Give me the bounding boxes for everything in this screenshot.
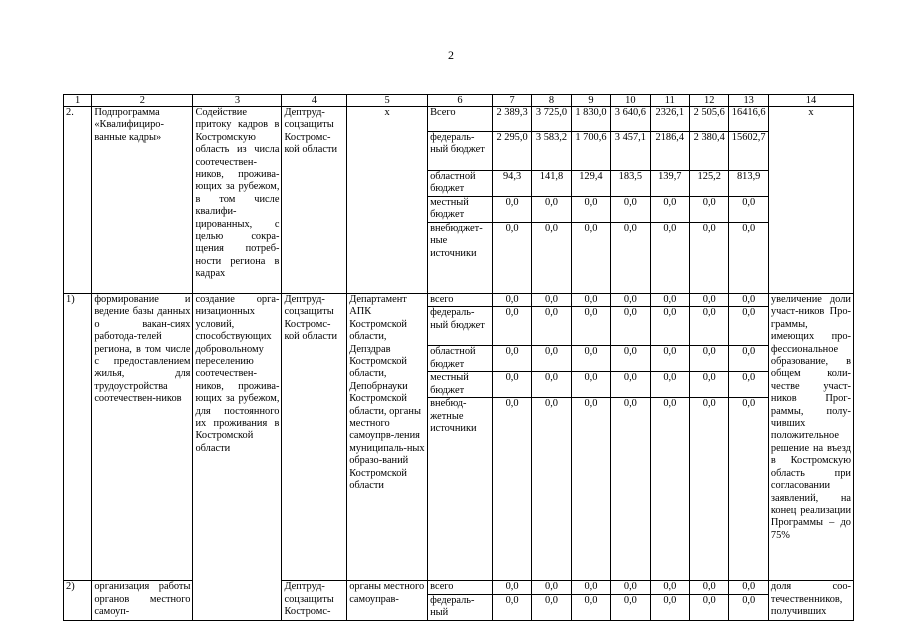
column-number-row [64,95,854,107]
value-cell: 0,0 [729,223,768,294]
value-cell: 0,0 [650,223,689,294]
value-cell: 0,0 [690,307,729,346]
value-cell: 0,0 [729,594,768,620]
col-header: 5 [347,95,428,107]
funding-source: областной бюджет [428,346,493,372]
executor: Дептруд-соцзащиты Костромс-кой области [282,107,347,294]
value-cell: 16416,6 [729,107,768,132]
value-cell: 0,0 [532,346,571,372]
value-cell: 0,0 [729,372,768,398]
row-number: 2) [64,581,92,620]
funding-source: всего [428,294,493,307]
row-number: 1) [64,294,92,581]
funding-source: всего [428,581,493,594]
value-cell: 0,0 [650,398,689,581]
col-header: 2 [92,95,193,107]
value-cell: 94,3 [492,171,531,197]
value-cell: 0,0 [532,372,571,398]
value-cell: 3 640,6 [611,107,650,132]
col-header: 14 [768,95,853,107]
value-cell: 15602,7 [729,132,768,171]
value-cell: 0,0 [650,594,689,620]
page-number: 2 [448,48,454,62]
funding-source: внебюд-жетные источники [428,398,493,581]
value-cell: 0,0 [611,398,650,581]
value-cell: 0,0 [611,197,650,223]
funding-source: внебюджет-ные источники [428,223,493,294]
value-cell: 0,0 [571,372,610,398]
value-cell: 0,0 [532,223,571,294]
value-cell: 0,0 [690,372,729,398]
value-cell: 0,0 [571,346,610,372]
funding-source: федераль-ный бюджет [428,307,493,346]
value-cell: 0,0 [571,581,610,594]
funding-source: федераль-ный [428,594,493,620]
value-cell: 0,0 [690,294,729,307]
activity-goal: создание орга-низационных условий, способствующих добровольному переселению соотечествен-ников, прожива-ющих за рубежом, для постоянного их проживания в Костромской области [193,294,282,621]
value-cell: 2 505,6 [690,107,729,132]
value-cell: 0,0 [532,581,571,594]
col-header: 3 [193,95,282,107]
value-cell: 0,0 [571,294,610,307]
value-cell: 813,9 [729,171,768,197]
col-header: 7 [492,95,531,107]
funding-source: местный бюджет [428,197,493,223]
col-header: 13 [729,95,768,107]
value-cell: 3 583,2 [532,132,571,171]
value-cell: 129,4 [571,171,610,197]
value-cell: 0,0 [532,307,571,346]
value-cell: 0,0 [492,398,531,581]
value-cell: 0,0 [690,581,729,594]
executor: Дептруд-соцзащиты Костромс-кой области [282,294,347,581]
value-cell: 0,0 [690,197,729,223]
indicator: увеличение доли участ-ников Про-граммы, имеющих про-фессиональное образование, в общем коли-честве участ-ников Прог-раммы, полу-чивших положительное решение на въезд в Костромскую область при согласовании заявлений, на конец реализации Программы – до 75% [768,294,853,581]
value-cell: 183,5 [611,171,650,197]
col-header: 6 [428,95,493,107]
value-cell: 0,0 [729,398,768,581]
value-cell: 0,0 [571,197,610,223]
row-number: 2. [64,107,92,294]
value-cell: 0,0 [729,197,768,223]
value-cell: 0,0 [532,594,571,620]
value-cell: 0,0 [729,346,768,372]
value-cell: 0,0 [611,372,650,398]
value-cell: 0,0 [532,398,571,581]
value-cell: 1 830,0 [571,107,610,132]
value-cell: 0,0 [690,398,729,581]
value-cell: 0,0 [492,581,531,594]
value-cell: 0,0 [729,294,768,307]
funding-source: федераль-ный бюджет [428,132,493,171]
activity-name: организация работы органов местного самоуп- [92,581,193,620]
col-header: 9 [571,95,610,107]
activity-name: формирование и ведение базы данных о вакан-сиях работода-телей региона, в том числе с предоставлением жилья, для трудоустройства соотечествен-ников [92,294,193,581]
col-header: 4 [282,95,347,107]
table-row [64,294,854,307]
value-cell: 0,0 [690,346,729,372]
value-cell: 2 389,3 [492,107,531,132]
col-header: 11 [650,95,689,107]
value-cell: 1 700,6 [571,132,610,171]
subprogram-goal: Содействие притоку кадров в Костромскую область из числа соотечествен-ников, прожива-ющих за рубежом, в том числе квалифи-цированных, с целью сокра-щения потреб-ности региона в кадрах [193,107,282,294]
value-cell: 2326,1 [650,107,689,132]
value-cell: 0,0 [492,307,531,346]
executor: Дептруд-соцзащиты Костромс- [282,581,347,620]
value-cell: 2186,4 [650,132,689,171]
value-cell: 3 457,1 [611,132,650,171]
value-cell: 0,0 [611,594,650,620]
value-cell: 125,2 [690,171,729,197]
value-cell: 0,0 [650,581,689,594]
value-cell: 0,0 [650,197,689,223]
subprogram-name: Подпрограмма «Квалифициро-ванные кадры» [92,107,193,294]
value-cell: 0,0 [650,372,689,398]
value-cell: 2 380,4 [690,132,729,171]
value-cell: 0,0 [611,346,650,372]
indicator: х [768,107,853,294]
value-cell: 0,0 [650,294,689,307]
co-executor: органы местного самоуправ- [347,581,428,620]
co-executor: х [347,107,428,294]
value-cell: 0,0 [571,594,610,620]
col-header: 10 [611,95,650,107]
table-row [64,107,854,132]
value-cell: 0,0 [492,197,531,223]
value-cell: 0,0 [729,581,768,594]
value-cell: 0,0 [532,197,571,223]
value-cell: 2 295,0 [492,132,531,171]
value-cell: 139,7 [650,171,689,197]
value-cell: 0,0 [571,398,610,581]
funding-source: местный бюджет [428,372,493,398]
program-table [63,94,854,621]
indicator: доля соо-течественников, получивших [768,581,853,620]
col-header: 8 [532,95,571,107]
value-cell: 0,0 [492,346,531,372]
value-cell: 0,0 [492,294,531,307]
value-cell: 0,0 [611,581,650,594]
value-cell: 0,0 [492,223,531,294]
value-cell: 0,0 [492,372,531,398]
value-cell: 0,0 [492,594,531,620]
value-cell: 0,0 [650,346,689,372]
col-header: 1 [64,95,92,107]
value-cell: 0,0 [611,307,650,346]
table-row [64,581,854,594]
value-cell: 0,0 [729,307,768,346]
funding-source: областной бюджет [428,171,493,197]
value-cell: 0,0 [611,294,650,307]
value-cell: 0,0 [532,294,571,307]
co-executor: Департамент АПК Костромской области, Депздрав Костромской области, Депобрнауки Костромской области, органы местного самоупрв-ления муниципаль-ных образо-ваний Костромской области [347,294,428,581]
value-cell: 3 725,0 [532,107,571,132]
value-cell: 0,0 [571,307,610,346]
value-cell: 0,0 [690,223,729,294]
value-cell: 0,0 [650,307,689,346]
value-cell: 0,0 [571,223,610,294]
col-header: 12 [690,95,729,107]
value-cell: 0,0 [611,223,650,294]
funding-source: Всего [428,107,493,132]
value-cell: 141,8 [532,171,571,197]
value-cell: 0,0 [690,594,729,620]
